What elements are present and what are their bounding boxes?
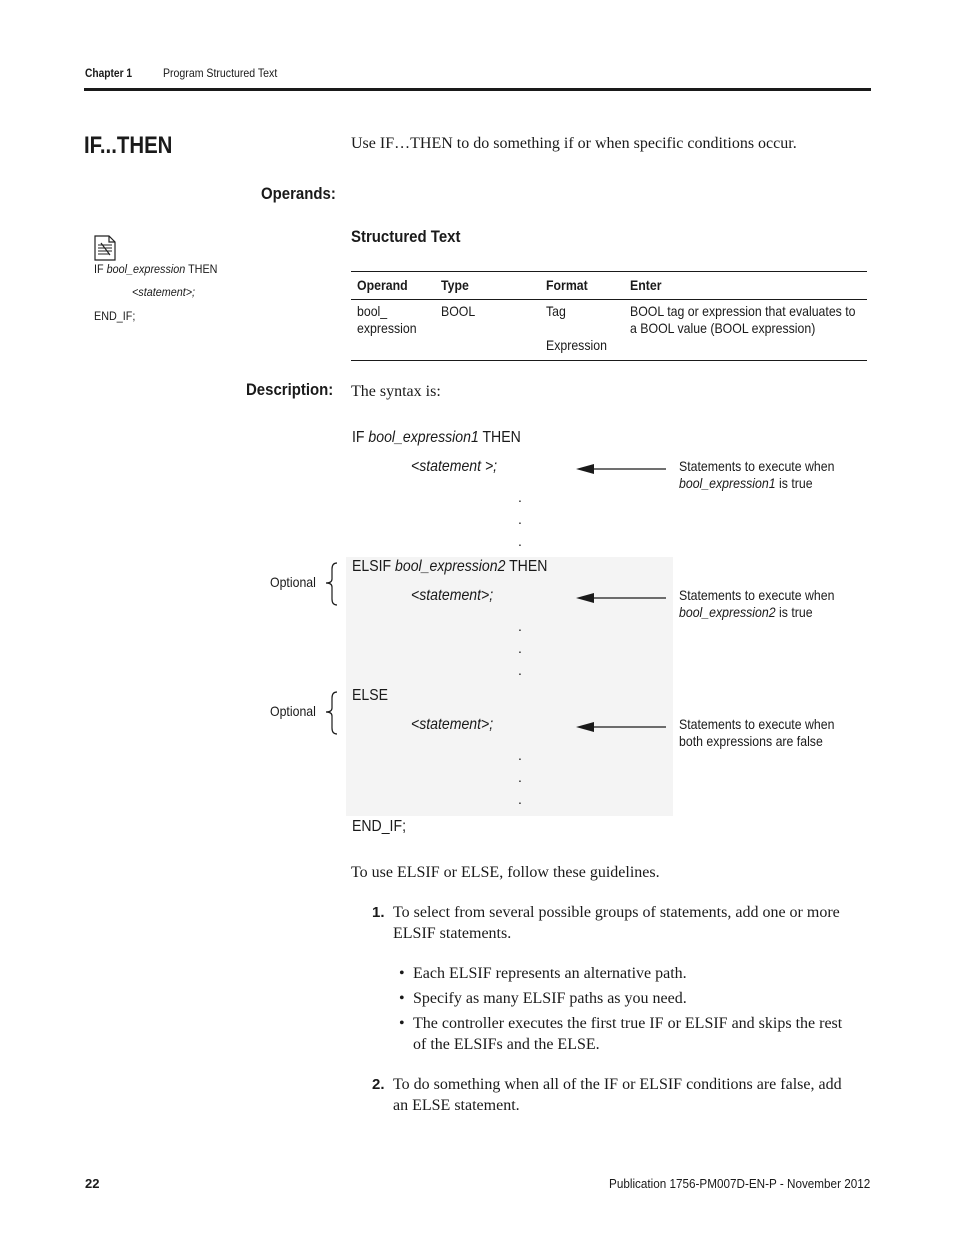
cell-enter: BOOL tag or expression that evaluates to a BOOL value (BOOL expression) (630, 303, 856, 336)
col-header-type: Type (441, 277, 469, 293)
ellipsis-dot: . (518, 618, 522, 634)
col-header-format: Format (546, 277, 588, 293)
description-text: The syntax is: (351, 383, 441, 400)
syntax-elsif-line: ELSIF bool_expression2 THEN (352, 558, 548, 575)
syntax-if-line: IF bool_expression1 THEN (352, 429, 521, 446)
ellipsis-dot: . (518, 489, 522, 505)
col-header-enter: Enter (630, 277, 662, 293)
ellipsis-dot: . (518, 791, 522, 807)
bullet-text: The controller executes the first true IF or ELSIF and skips the rest of the ELSIFs and the ELSE. (413, 1015, 843, 1053)
operands-table (351, 271, 867, 361)
header-title: Program Structured Text (163, 66, 278, 80)
ellipsis-dot: . (518, 662, 522, 678)
guidelines-intro: To use ELSIF or ELSE, follow these guidelines. (351, 864, 660, 881)
bullet-item: • (399, 990, 405, 1007)
bullet-item: • (399, 1015, 405, 1032)
header-rule (84, 88, 871, 91)
page-number: 22 (85, 1176, 100, 1191)
arrow-left-icon (574, 590, 668, 606)
structured-text-heading: Structured Text (351, 227, 461, 246)
step-number: 1. (372, 904, 385, 921)
col-header-operand: Operand (357, 277, 408, 293)
ellipsis-dot: . (518, 511, 522, 527)
ellipsis-dot: . (518, 533, 522, 549)
step-text: To select from several possible groups of statements, add one or more ELSIF statements. (393, 904, 840, 942)
optional-label-else: Optional (270, 703, 316, 719)
syntax-else-line: ELSE (352, 687, 389, 704)
syntax-statement-1: <statement >; (411, 458, 498, 475)
document-icon (93, 235, 117, 261)
sidebar-syntax-if: IF bool_expression THEN (94, 262, 218, 276)
annotation-elsif: Statements to execute when bool_expression2 is true (679, 587, 835, 620)
cell-format-tag: Tag (546, 303, 566, 319)
syntax-statement-2: <statement>; (411, 587, 494, 604)
step-number: 2. (372, 1076, 385, 1093)
optional-label-elsif: Optional (270, 574, 316, 590)
arrow-left-icon (574, 719, 668, 735)
sidebar-syntax-statement: <statement>; (132, 285, 196, 299)
table-header-rule (351, 299, 867, 300)
annotation-if: Statements to execute when bool_expression1 is true (679, 458, 835, 491)
sidebar-syntax-end: END_IF; (94, 309, 136, 323)
cell-operand: bool_ expression (357, 303, 417, 336)
header-chapter: Chapter 1 (85, 66, 133, 80)
intro-text: Use IF…THEN to do something if or when specific conditions occur. (351, 135, 797, 152)
syntax-statement-3: <statement>; (411, 716, 494, 733)
description-heading: Description: (246, 380, 334, 399)
arrow-left-icon (574, 461, 668, 477)
bullet-text: Specify as many ELSIF paths as you need. (413, 990, 687, 1007)
page-title: IF...THEN (84, 132, 173, 159)
ellipsis-dot: . (518, 640, 522, 656)
cell-type: BOOL (441, 303, 476, 319)
bullet-text: Each ELSIF represents an alternative path. (413, 965, 687, 982)
step-text: To do something when all of the IF or ELSIF conditions are false, add an ELSE statement. (393, 1076, 842, 1114)
publication-info: Publication 1756-PM007D-EN-P - November 2012 (608, 1176, 870, 1191)
cell-format-expression: Expression (546, 337, 607, 353)
brace-icon (320, 561, 340, 607)
brace-icon (320, 690, 340, 736)
ellipsis-dot: . (518, 747, 522, 763)
annotation-else: Statements to execute when both expressions are false (679, 716, 835, 749)
bullet-item: • (399, 965, 405, 982)
ellipsis-dot: . (518, 769, 522, 785)
operands-heading: Operands: (261, 184, 336, 203)
syntax-end-line: END_IF; (352, 818, 406, 835)
